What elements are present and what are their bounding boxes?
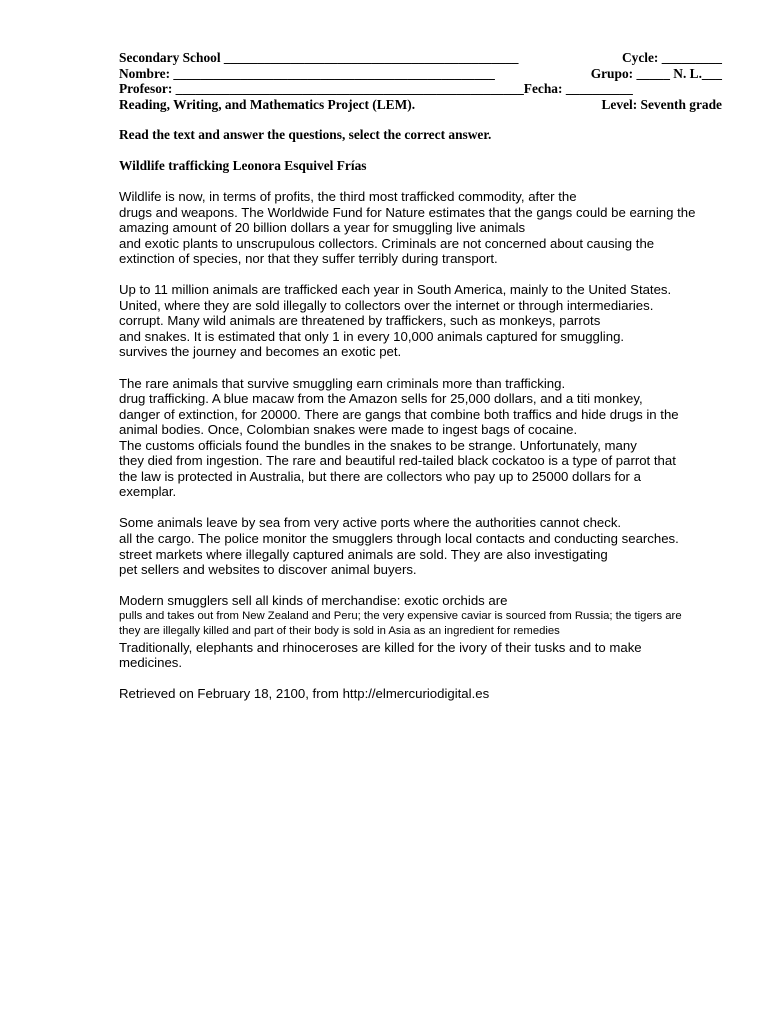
paragraph-2 bbox=[119, 282, 739, 360]
text-line: Modern smugglers sell all kinds of merchandise: exotic orchids are bbox=[119, 593, 508, 609]
text-line: The customs officials found the bundles in the snakes to be strange. Unfortunately, many bbox=[119, 437, 637, 453]
text-line: extinction of species, nor that they suffer terribly during transport. bbox=[119, 251, 498, 267]
text-line: amazing amount of 20 billion dollars a year for smuggling live animals bbox=[119, 220, 526, 236]
level-label: Level: Seventh grade bbox=[601, 96, 722, 112]
worksheet-page bbox=[119, 50, 739, 702]
grupo-field: Grupo: _____ N. L.___ bbox=[590, 65, 722, 81]
header-row-project bbox=[119, 97, 722, 113]
text-line-small: they are illegally killed and part of their body is sold in Asia as an ingredient for remedies bbox=[119, 625, 560, 638]
text-line-small: pulls and takes out from New Zealand and Peru; the very expensive caviar is sourced from Russia; the tigers are bbox=[119, 609, 682, 622]
text-line: street markets where illegally captured animals are sold. They are also investigating bbox=[119, 546, 608, 562]
nombre-field: Nombre: ________________________________________________ bbox=[119, 65, 495, 81]
school-field: Secondary School ____________________________________________ bbox=[119, 50, 519, 65]
profesor-field: Profesor: ____________________________________________________ bbox=[119, 81, 524, 97]
article-body bbox=[119, 189, 739, 702]
source-line: Retrieved on February 18, 2100, from http://elmercuriodigital.es bbox=[119, 686, 490, 702]
text-line: they died from ingestion. The rare and beautiful red-tailed black cockatoo is a type of parrot that bbox=[119, 453, 676, 469]
project-title: Reading, Writing, and Mathematics Project (LEM). bbox=[119, 96, 416, 112]
header-row-nombre bbox=[119, 66, 722, 82]
paragraph-1 bbox=[119, 189, 739, 267]
text-line: exemplar. bbox=[119, 484, 177, 500]
text-line: the law is protected in Australia, but there are collectors who pay up to 25000 dollars for a bbox=[119, 468, 641, 484]
paragraph-4 bbox=[119, 515, 739, 577]
text-line: Traditionally, elephants and rhinoceroses are killed for the ivory of their tusks and to make bbox=[119, 639, 642, 655]
text-line: Some animals leave by sea from very active ports where the authorities cannot check. bbox=[119, 515, 622, 531]
fecha-field: Fecha: __________ bbox=[523, 81, 633, 97]
instructions: Read the text and answer the questions, select the correct answer. bbox=[119, 127, 492, 143]
text-line: Wildlife is now, in terms of profits, the third most trafficked commodity, after the bbox=[119, 189, 577, 205]
text-line: drug trafficking. A blue macaw from the Amazon sells for 25,000 dollars, and a titi monkey, bbox=[119, 391, 643, 407]
text-line: Up to 11 million animals are trafficked each year in South America, mainly to the United States. bbox=[119, 282, 672, 298]
story-title: Wildlife trafficking Leonora Esquivel Frías bbox=[119, 157, 367, 173]
text-line: and snakes. It is estimated that only 1 in every 10,000 animals captured for smuggling. bbox=[119, 328, 625, 344]
text-line: all the cargo. The police monitor the smugglers through local contacts and conducting searches. bbox=[119, 530, 679, 546]
text-line: The rare animals that survive smuggling earn criminals more than trafficking. bbox=[119, 375, 566, 391]
text-line: pet sellers and websites to discover animal buyers. bbox=[119, 562, 417, 578]
header-row-school bbox=[119, 50, 722, 66]
text-line: and exotic plants to unscrupulous collectors. Criminals are not concerned about causing the bbox=[119, 235, 655, 251]
text-line: corrupt. Many wild animals are threatened by traffickers, such as monkeys, parrots bbox=[119, 313, 601, 329]
text-line: danger of extinction, for 20000. There are gangs that combine both traffics and hide drugs in the bbox=[119, 406, 679, 422]
text-line: animal bodies. Once, Colombian snakes were made to ingest bags of cocaine. bbox=[119, 422, 578, 438]
paragraph-5 bbox=[119, 593, 739, 671]
header-row-profesor bbox=[119, 81, 722, 97]
text-line: drugs and weapons. The Worldwide Fund for Nature estimates that the gangs could be earning the bbox=[119, 204, 696, 220]
cycle-field: Cycle: _________ bbox=[621, 50, 722, 65]
text-line: medicines. bbox=[119, 655, 183, 671]
text-line: survives the journey and becomes an exotic pet. bbox=[119, 344, 402, 360]
source-citation bbox=[119, 686, 739, 702]
paragraph-3 bbox=[119, 376, 739, 500]
text-line: United, where they are sold illegally to collectors over the internet or through intermediaries. bbox=[119, 297, 654, 313]
